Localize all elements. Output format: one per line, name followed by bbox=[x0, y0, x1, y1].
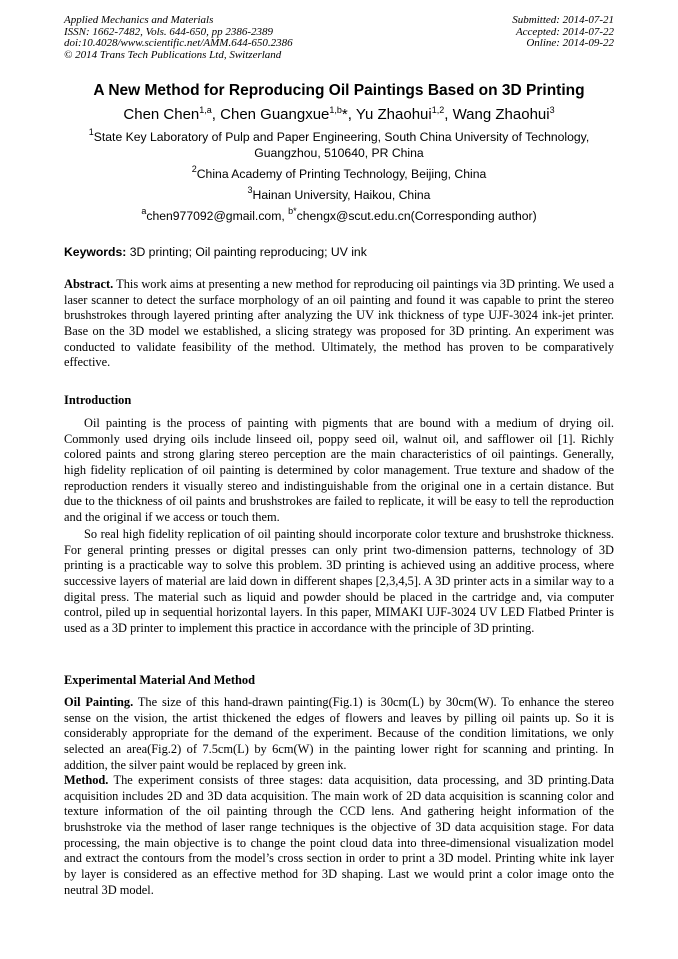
online-date: Online: 2014-09-22 bbox=[526, 37, 614, 49]
doi-line: doi:10.4028/www.scientific.net/AMM.644-650.2386 bbox=[64, 37, 293, 49]
email-b: chengx@scut.edu.cn(Corresponding author) bbox=[296, 209, 537, 223]
submitted-date: Submitted: 2014-07-21 bbox=[512, 14, 614, 26]
copyright-line: © 2014 Trans Tech Publications Ltd, Switzerland bbox=[64, 48, 282, 61]
paper-title: A New Method for Reproducing Oil Paintings Based on 3D Printing bbox=[93, 82, 585, 99]
author-sup: 1,2 bbox=[431, 105, 445, 115]
affiliation-3: $^3$Hainan University, Haikou, China bbox=[247, 185, 431, 202]
intro-paragraph-2: So real high fidelity replication of oil painting should incorporate color texture and brushstroke thickness. For general printing presses or digital presses can only print two-dimension patterns, technology of 3D printing is a practicable way to solve this problem. 3D printing is achieved using an additive process, where successive layers of material are laid down in different shapes [2,3,4,5]. A 3D printer acts in a similar way to a digital press. The material such as liquid and powder should be placed in the cartridge and, via computer control, piled up in sequential horizontal layers. In this paper, MIMAKI UJF-3024 UV LED Flatbed Printer is used as a 3D printer to implement this practice in accordance with the principle of 3D printing. bbox=[64, 527, 614, 635]
method-text: The experiment consists of three stages: data acquisition, data processing, and 3D printing.Data acquisition includes 2D and 3D data acquisition. The main work of 2D data acquisition is scanning color and texture information of the oil painting through the CCD lens. And gathering height information of the brushstroke via the method of laser range techniques is the objective of 3D data acquisition stage. For data processing, the main objective is to change the point cloud data into three-dimensional visualization model and extract the contours from the model’s cross section in order to print a 3D model. Printing white ink layer by layer is considered as an effective method for 3D shaping. Last we would print a color image onto the neutral 3D model. bbox=[64, 773, 614, 897]
abstract-text: This work aims at presenting a new method for reproducing oil paintings via 3D printing. We used a laser scanner to detect the surface morphology of an oil painting and found it was capable to print the stereo brushstrokes through layered printing after analyzing the UV ink thickness of type UJF-3024 ink-jet printer. Base on the 3D model we established, a slicing strategy was proposed for 3D printing. An experiment was conducted to validate feasibility of the method. Ultimately, the method has proven to be comparatively effective. bbox=[64, 277, 614, 370]
accepted-date: Accepted: 2014-07-22 bbox=[515, 25, 614, 38]
affiliation-1: $^1$State Key Laboratory of Pulp and Paper Engineering, South China University of Technology, Guangzhou, 510640, PR China bbox=[88, 127, 590, 160]
keywords-text: 3D printing; Oil painting reproducing; UV ink bbox=[126, 245, 367, 259]
author-name: Chen Guangxue bbox=[220, 106, 330, 123]
method-paragraph bbox=[64, 773, 614, 898]
journal-info bbox=[64, 15, 293, 61]
abstract-label: Abstract. bbox=[64, 277, 114, 291]
oil-painting-text: The size of this hand-drawn painting(Fig.1) is 30cm(L) by 30cm(W). To enhance the stereo sense on the vision, the artist thickened the edges of flowers and leaves by pilling oil paints up. So it is considerably appropriate for the demand of the experiment. Because of the condition limitations, we only selected an area(Fig.2) of 7.5cm(L) by 6cm(W) in the painting lower right for scanning and printing. In addition, the silver paint would be replaced by green ink. bbox=[64, 695, 614, 772]
submission-dates bbox=[512, 15, 614, 50]
section-heading-introduction: Introduction bbox=[64, 393, 132, 407]
author-sup: 3 bbox=[549, 105, 555, 115]
author-name: Wang Zhaohui bbox=[452, 106, 550, 123]
journal-name: Applied Mechanics and Materials bbox=[64, 14, 214, 26]
keywords-label: Keywords: bbox=[64, 245, 127, 259]
intro-paragraph-1: Oil painting is the process of painting with pigments that are bound with a medium of drying oil. Commonly used drying oils include linseed oil, poppy seed oil, walnut oil, and safflower oil [1]. Richly colored paints and strong glaring stereo perception are the main characteristics of oil paintings. Generally, high fidelity replication of oil painting is determined by color management. True texture and shadow of the reproduction renders it visually stereo and indistinguishable from the original one in a certain distance. But due to the thickness of oil paints and brushstrokes are failed to replicate, it will be easy to tell the reproduction and the original if we access or touch them. bbox=[64, 416, 614, 524]
oil-painting-paragraph bbox=[64, 695, 614, 773]
section-heading-experimental: Experimental Material And Method bbox=[64, 673, 256, 687]
author-list: Chen Chen$^{1,a}$, Chen Guangxue$^{1,b}$*, Yu Zhaohui$^{1,2}$, Wang Zhaohui$^3$ bbox=[123, 105, 555, 123]
author-sup: 1,a bbox=[199, 105, 212, 115]
author-sup: 1,b bbox=[329, 105, 342, 115]
author-name: Yu Zhaohui bbox=[355, 106, 432, 123]
author-name: Chen Chen bbox=[123, 106, 200, 123]
method-label: Method. bbox=[64, 773, 109, 787]
keywords bbox=[64, 245, 614, 259]
oil-painting-label: Oil Painting. bbox=[64, 695, 134, 709]
abstract-paragraph bbox=[64, 277, 614, 371]
issn-line: ISSN: 1662-7482, Vols. 644-650, pp 2386-2389 bbox=[64, 25, 273, 38]
affiliation-2: $^2$China Academy of Printing Technology, Beijing, China bbox=[191, 164, 487, 181]
email-a: chen977092@gmail.com, bbox=[146, 209, 289, 223]
email-line: $^a$chen977092@gmail.com, $^{b*}$chengx@scut.edu.cn(Corresponding author) bbox=[141, 206, 537, 223]
